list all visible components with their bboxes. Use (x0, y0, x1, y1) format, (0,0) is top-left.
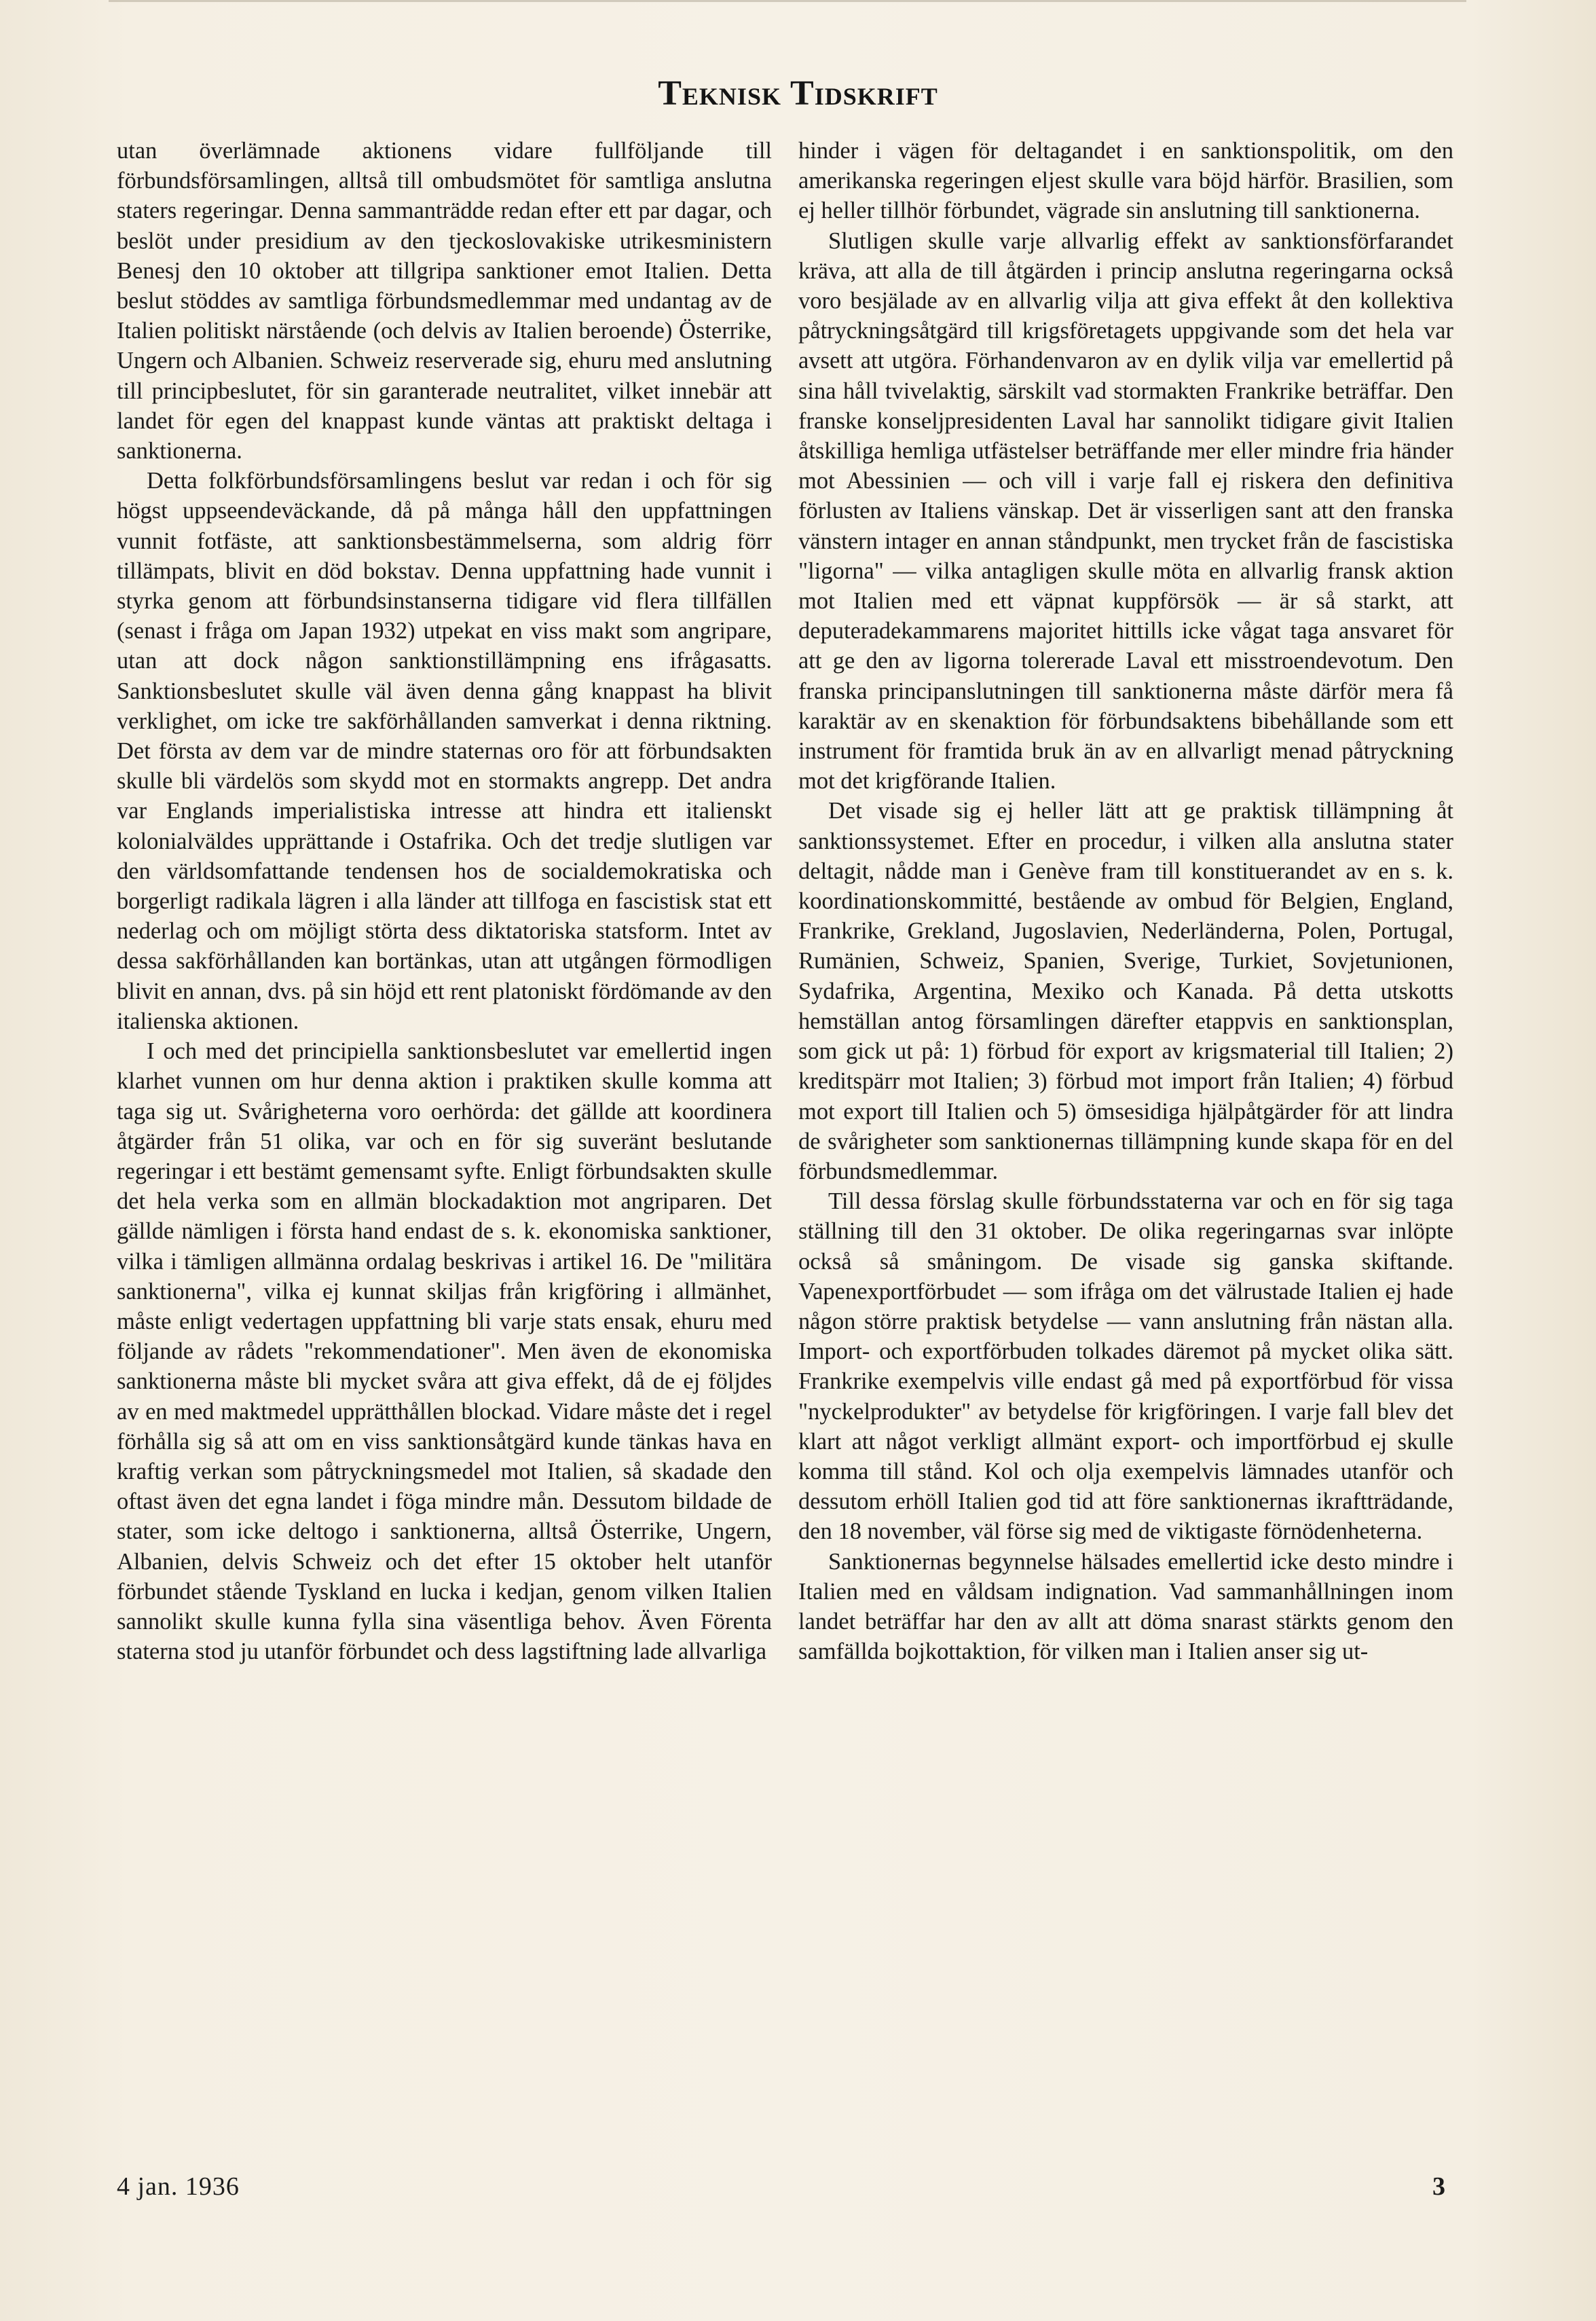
left-paragraph-1: utan överlämnade aktionens vidare fullföljande till förbundsförsamlingen, alltså till ombudsmötet för samtliga anslutna staters regeringar. Denna sammanträdde redan efter ett par dagar, och beslöt under presidium av den tjeckoslovakiske utrikesministern Benesj den 10 oktober att tillgripa sanktioner emot Italien. Detta beslut stöddes av samtliga förbundsmedlemmar med undantag av de Italien politiskt närstående (och delvis av Italien beroende) Österrike, Ungern och Albanien. Schweiz reserverade sig, ehuru med anslutning till principbeslutet, för sin garanterade neutralitet, vilket innebär att landet för egen del knappast kunde väntas att praktiskt deltaga i sanktionerna. (117, 138, 772, 464)
right-paragraph-2: Slutligen skulle varje allvarlig effekt av sanktionsförfarandet kräva, att alla de till åtgärden i princip anslutna regeringarna också voro besjälade av en allvarlig vilja att giva effekt åt den kollektiva påtryckningsåtgärd till krigsföretagets uppgivande som det hela var avsett att utgöra. Förhandenvaron av en dylik vilja var emellertid på sina håll tvivelaktig, särskilt vad stormakten Frankrike beträffar. Den franske konseljpresidenten Laval har sannolikt tidigare givit Italien åtskilliga hemliga utfästelser beträffande mer eller mindre fria händer mot Abessinien — och vill i varje fall ej riskera den definitiva förlusten av Italiens vänskap. Det är visserligen sant att den franska vänstern intager en annan ståndpunkt, men trycket från de fascistiska "ligorna" — vilka antagligen skulle möta en allvarlig fransk aktion mot Italien med ett väpnat kuppförsök — är så starkt, att deputeradekammarens majoritet hittills icke vågat taga ansvaret för att ge den av ligorna tolererade Laval ett misstroendevotum. Den franska principanslutningen till sanktionerna måste därför mera få karaktär av en skenaktion för förbundsaktens bibehållande som ett instrument för framtida bruk än av en allvarligt menad påtryckning mot det krigförande Italien. (798, 227, 1453, 794)
right-column (798, 136, 1453, 2176)
page-number: 3 (1432, 2172, 1445, 2201)
right-paragraph-3: Det visade sig ej heller lätt att ge praktisk tillämpning åt sanktionssystemet. Efter en procedur, i vilken alla anslutna stater deltagit, nådde man i Genève fram till konstituerandet av en s. k. koordinationskommitté, bestående av ombud för Belgien, England, Frankrike, Grekland, Jugoslavien, Nederländerna, Polen, Portugal, Rumänien, Schweiz, Spanien, Sverige, Turkiet, Sovjetunionen, Sydafrika, Argentina, Mexiko och Kanada. På detta utskotts hemställan antog församlingen därefter etappvis en sanktionsplan, som gick ut på: 1) förbud för export av krigsmaterial till Italien; 2) kreditspärr mot Italien; 3) förbud mot import från Italien; 4) förbud mot export till Italien och 5) ömsesidiga hjälpåtgärder för att lindra de svårigheter som sanktionernas tillämpning kunde skapa för en del förbundsmedlemmar. (798, 798, 1453, 1184)
left-column (117, 136, 772, 2176)
right-paragraph-1: hinder i vägen för deltagandet i en sanktionspolitik, om den amerikanska regeringen eljest skulle vara böjd härför. Brasilien, som ej heller tillhör förbundet, vägrade sin anslutning till sanktionerna. (798, 138, 1453, 224)
issue-date: 4 jan. 1936 (117, 2172, 240, 2201)
left-paragraph-2: Detta folkförbundsförsamlingens beslut var redan i och för sig högst uppseendeväckande, då på många håll den uppfattningen vunnit fotfäste, att sanktionsbestämmelserna, som aldrig förr tillämpats, blivit en död bokstav. Denna uppfattning hade vunnit i styrka genom att förbundsinstanserna tidigare vid flera tillfällen (senast i fråga om Japan 1932) utpekat en viss makt som angripare, utan att dock någon sanktionstillämpning ens ifrågasatts. Sanktionsbeslutet skulle väl även denna gång knappast ha blivit verklighet, om icke tre sakförhållanden samverkat i denna riktning. Det första av dem var de mindre staternas oro för att förbundsakten skulle bli värdelös som skydd mot en stormakts angrepp. Det andra var Englands imperialistiska intresse att hindra ett italienskt kolonialväldes upprättande i Ostafrika. Och det tredje slutligen var den världsomfattande tendensen hos de socialdemokratiska och borgerligt radikala lägren i alla länder att tillfoga en fascistisk stat ett nederlag och om möjligt störta dess diktatoriska statsform. Intet av dessa sakförhållanden kan bortänkas, utan att utgången förmodligen blivit en annan, dvs. på sin höjd ett rent platoniskt fördömande av den italienska aktionen. (117, 468, 772, 1034)
right-paragraph-4: Till dessa förslag skulle förbundsstaterna var och en för sig taga ställning till den 31 oktober. De olika regeringarnas svar inlöpte också så småningom. De visade sig ganska skiftande. Vapenexportförbudet — som ifråga om det välrustade Italien ej hade någon större praktisk betydelse — vann anslutning från nästan alla. Import- och exportförbuden tolkades däremot på mycket olika sätt. Frankrike exempelvis ville endast gå med på exportförbud för vissa "nyckelprodukter" av betydelse för krigföringen. I varje fall blev det klart att något verkligt allmänt export- och importförbud ej skulle komma till stånd. Kol och olja exempelvis lämnades utanför och dessutom erhöll Italien god tid att före sanktionernas ikraftträdande, den 18 november, väl förse sig med de viktigaste förnödenheterna. (798, 1188, 1453, 1545)
top-rule (109, 0, 1466, 2)
left-paragraph-3: I och med det principiella sanktionsbeslutet var emellertid ingen klarhet vunnen om hur denna aktion i praktiken skulle komma att taga sig ut. Svårigheterna voro oerhörda: det gällde att koordinera åtgärder från 51 olika, var och en för sig suveränt beslutande regeringar i ett bestämt gemensamt syfte. Enligt förbundsakten skulle det hela verka som en allmän blockadaktion mot angriparen. Det gällde nämligen i första hand endast de s. k. ekonomiska sanktioner, vilka i tämligen allmänna ordalag beskrivas i artikel 16. De "militära sanktionerna", vilka ej kunnat skiljas från krigföring i allmänhet, måste enligt vedertagen uppfattning bli varje stats ensak, ehuru med följande av rådets "rekommendationer". Men även de ekonomiska sanktionerna måste bli mycket svåra att giva effekt, då de ej följdes av en med maktmedel upprätthållen blockad. Vidare måste det i regel förhålla sig så att om en viss sanktionsåtgärd kunde tänkas hava en kraftig verkan som påtryckningsmedel mot Italien, så skadade den oftast även det egna landet i föga mindre mån. Dessutom bildade de stater, som icke deltogo i sanktionerna, alltså Österrike, Ungern, Albanien, delvis Schweiz och det efter 15 oktober helt utanför förbundet stående Tyskland en lucka i kedjan, genom vilken Italien sannolikt skulle kunna fylla sina väsentliga behov. Även Förenta staterna stod ju utanför förbundet och dess lagstiftning lade allvarliga (117, 1038, 772, 1665)
right-paragraph-5: Sanktionernas begynnelse hälsades emellertid icke desto mindre i Italien med en våldsam indignation. Vad sammanhållningen inom landet beträffar har den av allt att döma snarast stärkts genom den samfällda bojkottaktion, för vilken man i Italien anser sig ut- (798, 1548, 1453, 1665)
journal-masthead: Teknisk Tidskrift (658, 74, 938, 113)
